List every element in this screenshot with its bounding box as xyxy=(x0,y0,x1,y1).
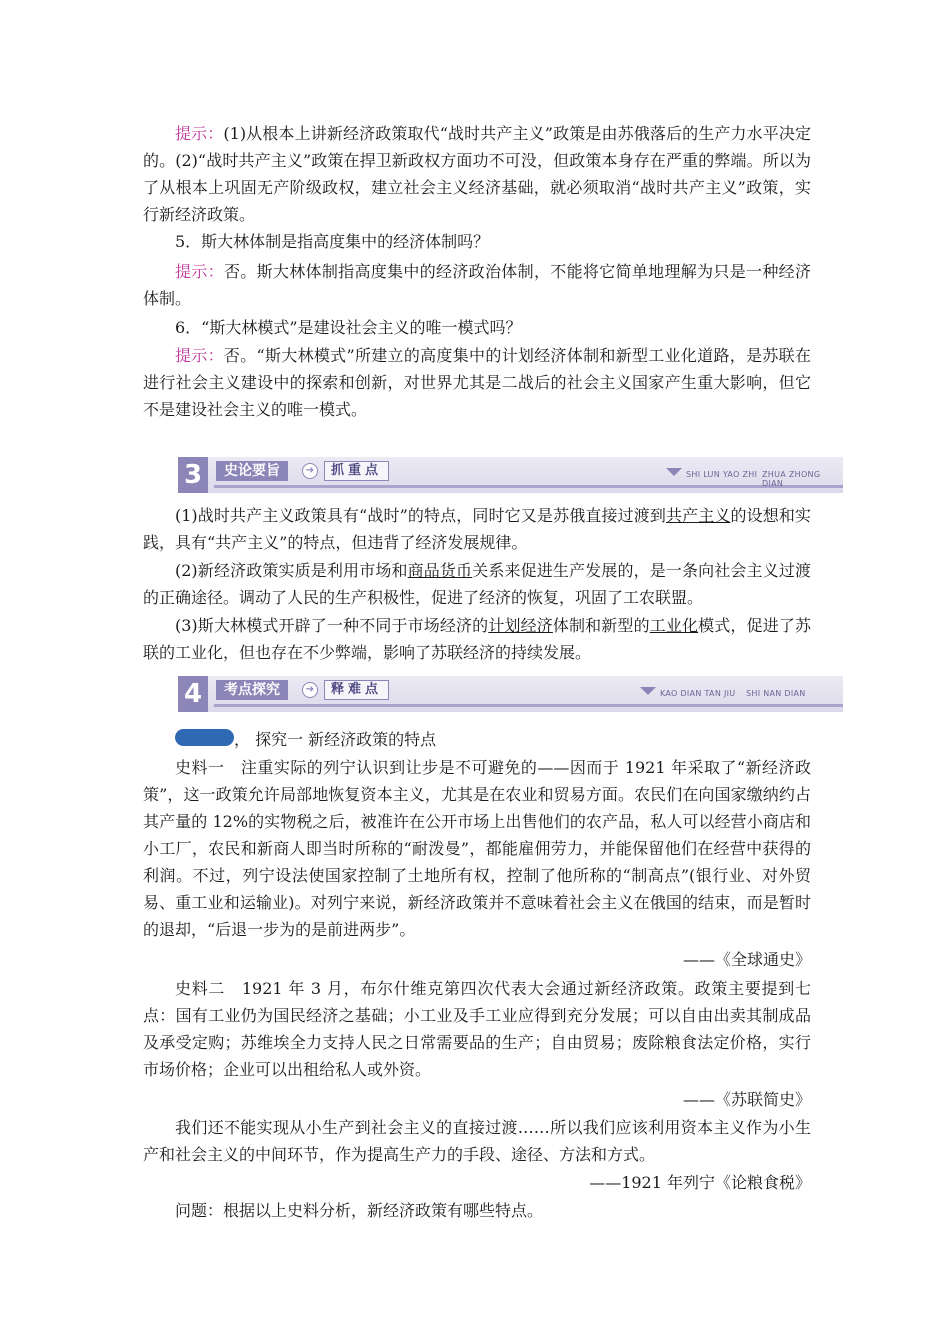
material-1-source: ——《全球通史》 xyxy=(682,950,811,969)
text-run: 模式，促进了苏联的工业化，但也存在不少弊端，影响了苏联经济的持续发展。 xyxy=(143,616,811,662)
banner-rule xyxy=(214,485,843,488)
hint-paragraph-5 xyxy=(143,258,811,312)
hint-text: (1)从根本上讲新经济政策取代“战时共产主义”政策是由苏俄落后的生产力水平决定的。(2)“战时共产主义”政策在捍卫新政权方面功不可没，但政策本身存在严重的弊端。所以为了从根本上巩固无产阶级政权，建立社会主义经济基础，就必须取消“战时共产主义”政策，实行新经济政策。 xyxy=(143,124,811,224)
text-run: 关系来促进生产发展的，是一条向社会主义过渡的正确途径。调动了人民的生产积极性，促进了经济的恢复，巩固了工农联盟。 xyxy=(143,561,811,607)
text-run: 体制和新型的 xyxy=(552,616,650,635)
hint-paragraph-6 xyxy=(143,342,811,423)
wing-logo-icon xyxy=(666,467,682,477)
question-prompt: 问题：根据以上史料分析，新经济政策有哪些特点。 xyxy=(175,1201,544,1220)
underlined-term: 工业化 xyxy=(649,616,699,635)
hint-text: 否。“斯大林模式”所建立的高度集中的计划经济体制和新型工业化道路，是苏联在进行社会主义建设中的探索和创新，对世界尤其是二战后的社会主义国家产生重大影响，但它不是建设社会主义的唯一模式。 xyxy=(143,346,811,419)
wing-logo-icon xyxy=(640,686,656,696)
hint-label: 提示： xyxy=(175,346,224,365)
banner-latin-left: KAO DIAN TAN JIU xyxy=(660,689,736,698)
key-point-2 xyxy=(143,557,811,611)
key-point-3 xyxy=(143,612,811,666)
text-run: 的设想和实践，具有“共产主义”的特点，但违背了经济发展规律。 xyxy=(143,506,811,552)
arrow-circle-icon: ➔ xyxy=(302,682,318,698)
material-label: 史料一 xyxy=(175,758,225,777)
text-run: (3)斯大林模式开辟了一种不同于市场经济的 xyxy=(175,616,489,635)
section-number: 3 xyxy=(178,457,208,493)
section-tag: 考点探究 xyxy=(216,680,288,700)
banner-rule xyxy=(214,704,843,707)
material-3: 我们还不能实现从小生产到社会主义的直接过渡……所以我们应该利用资本主义作为小生产和社会主义的中间环节，作为提高生产力的手段、途径、方法和方式。 xyxy=(143,1118,811,1164)
question-6: 6．“斯大林模式”是建设社会主义的唯一模式吗？ xyxy=(175,318,522,337)
banner-latin-left: SHI LUN YAO ZHI xyxy=(686,470,758,479)
text-run: (1)战时共产主义政策具有“战时”的特点，同时它又是苏俄直接过渡到 xyxy=(175,506,666,525)
material-text: 1921 年 3 月，布尔什维克第四次代表大会通过新经济政策。政策主要提到七点：国有工业仍为国民经济之基础；小工业及手工业应得到充分发展；可以自由出卖其制成品及承受定购；苏维埃全力支持人民之日常需要品的生产；自由贸易；废除粮食法定价格，实行市场价格；企业可以出租给私人或外资。 xyxy=(143,979,811,1079)
hint-label: 提示： xyxy=(175,262,224,281)
banner-latin-right: ZHUA ZHONG DIAN xyxy=(762,470,821,488)
section-marker-pill xyxy=(175,729,234,746)
material-1 xyxy=(143,754,811,943)
hint-label: 提示： xyxy=(175,124,224,143)
material-text: 注重实际的列宁认识到让步是不可避免的——因而于 1921 年采取了“新经济政策”，这一政策允许局部地恢复资本主义，尤其是在农业和贸易方面。农民们在向国家缴纳约占其产量的 12%的实物税之后，被准许在公开市场上出售他们的农产品，私人可以经营小商店和小工厂，农民和新商人即当时所称的“耐泼曼”，都能雇佣劳力，并能保留他们在经营中获得的利润。不过，列宁设法使国家控制了土地所有权，控制了他所称的“制高点”(银行业、对外贸易、重工业和运输业)。对列宁来说，新经济政策并不意味着社会主义在俄国的结束，而是暂时的退却，“后退一步为的是前进两步”。 xyxy=(143,758,811,939)
text-run: (2)新经济政策实质是利用市场和 xyxy=(175,561,408,580)
section-banner-3 xyxy=(178,457,843,493)
arrow-circle-icon: ➔ xyxy=(302,463,318,479)
underlined-term: 商品货币 xyxy=(407,561,473,580)
material-3-source: ——1921 年列宁《论粮食税》 xyxy=(589,1173,811,1192)
section-banner-4 xyxy=(178,676,843,712)
underlined-term: 共产主义 xyxy=(665,506,731,525)
key-point-1 xyxy=(143,502,811,556)
section-number: 4 xyxy=(178,676,208,712)
section-tag: 史论要旨 xyxy=(216,461,288,481)
explore-heading: ， 探究一 新经济政策的特点 xyxy=(234,730,437,749)
question-5: 5．斯大林体制是指高度集中的经济体制吗？ xyxy=(175,232,490,251)
material-2-source: ——《苏联简史》 xyxy=(682,1090,811,1109)
hint-paragraph-1 xyxy=(143,120,811,228)
material-2 xyxy=(143,975,811,1083)
section-subtag: 抓重点 xyxy=(324,461,389,481)
material-label: 史料二 xyxy=(175,979,226,998)
section-subtag: 释难点 xyxy=(324,680,389,700)
hint-text: 否。斯大林体制指高度集中的经济政治体制，不能将它简单地理解为只是一种经济体制。 xyxy=(143,262,811,308)
underlined-term: 计划经济 xyxy=(488,616,553,635)
banner-latin-right: SHI NAN DIAN xyxy=(746,689,806,698)
